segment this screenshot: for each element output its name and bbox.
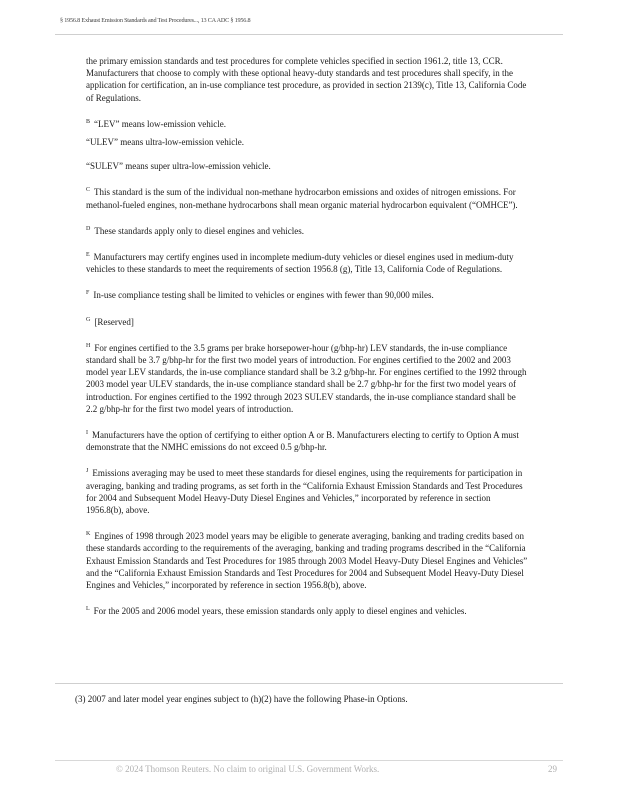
footnote-l	[86, 603, 528, 617]
footnote-i	[86, 427, 528, 453]
footnote-marker: F	[86, 290, 90, 297]
footnote-f	[86, 287, 528, 301]
footnote-marker: G	[86, 316, 91, 323]
footnote-text: These standards apply only to diesel engines and vehicles.	[94, 225, 305, 236]
footnote-c	[86, 184, 528, 210]
footnote-h	[86, 340, 528, 415]
footnote-marker: E	[86, 252, 90, 259]
footnote-marker: D	[86, 225, 91, 232]
footnote-text: For the 2005 and 2006 model years, these emission standards only apply to diesel engines and vehicles.	[93, 606, 467, 617]
footnote-marker: J	[86, 468, 89, 475]
header-divider	[55, 34, 563, 35]
intro-paragraph: the primary emission standards and test procedures for complete vehicles specified in section 1961.2, title 13, CCR. Manufacturers that choose to comply with these optional heavy-duty standards and test procedures shall specify, in the application for certification, an in-use compliance test procedure, as provided in section 2139(c), Title 13, California Code of Regulations.	[86, 56, 527, 103]
footnote-marker: B	[86, 118, 91, 125]
footnote-text: “LEV” means low-emission vehicle.	[94, 118, 226, 129]
footnote-marker: I	[86, 430, 88, 437]
footnote-marker: H	[86, 342, 91, 349]
section-divider	[55, 683, 563, 684]
footer-divider	[55, 760, 563, 761]
document-body	[86, 55, 528, 630]
footnote-text: Manufacturers have the option of certifying to either option A or B. Manufacturers electing to certify to Option A must demonstrate that the NMHC emissions do not exceed 0.5 g/bhp-hr.	[86, 430, 519, 453]
footnote-g	[86, 314, 528, 328]
footnote-marker: L	[86, 606, 90, 613]
footer-copyright: © 2024 Thomson Reuters. No claim to original U.S. Government Works.	[116, 764, 380, 774]
document-header: § 1956.8 Exhaust Emission Standards and Test Procedures..., 13 CA ADC § 1956.8	[60, 17, 251, 24]
ulev-definition: “ULEV” means ultra-low-emission vehicle.	[86, 137, 244, 148]
footnote-marker: K	[86, 531, 91, 538]
footnote-text: Emissions averaging may be used to meet these standards for diesel engines, using the requirements for participation in averaging, banking and trading programs, as set forth in the “California Exhaust Emission Standards and Test Procedures for 2004 and Subsequent Model Heavy-Duty Diesel Engines and Vehicles,” incorporated by reference in section 1956.8(b), above.	[86, 468, 523, 516]
sulev-definition: “SULEV” means super ultra-low-emission vehicle.	[86, 161, 271, 172]
footnote-marker: C	[86, 187, 91, 194]
footnote-text: In-use compliance testing shall be limited to vehicles or engines with fewer than 90,000 miles.	[93, 290, 434, 301]
footnote-text: Engines of 1998 through 2023 model years may be eligible to generate averaging, banking and trading credits based on these standards according to the requirements of the averaging, banking and trading programs described in the “California Exhaust Emission Standards and Test Procedures for 1985 through 2003 Model Heavy-Duty Diesel Engines and Vehicles” and the “California Exhaust Emission Standards and Test Procedures for 2004 and Subsequent Model Heavy-Duty Diesel Engines and Vehicles,” incorporated by reference in section 1956.8(b), above.	[86, 531, 528, 591]
footnote-k	[86, 528, 528, 591]
footnote-e	[86, 249, 528, 275]
subsection-heading: (3) 2007 and later model year engines subject to (h)(2) have the following Phase-in Options.	[75, 694, 408, 704]
page-number: 29	[548, 764, 557, 774]
footnote-text: This standard is the sum of the individual non-methane hydrocarbon emissions and oxides of nitrogen emissions. For methanol-fueled engines, non-methane hydrocarbons shall mean organic material hydrocarbon equivalent (“OMHCE”).	[86, 187, 518, 210]
footnote-text: [Reserved]	[94, 316, 134, 327]
footnote-j	[86, 465, 528, 516]
footnote-b	[86, 116, 528, 130]
footnote-text: For engines certified to the 3.5 grams per brake horsepower-hour (g/bhp-hr) LEV standards, the in-use compliance standard shall be 3.7 g/bhp-hr for the first two model years of introduction. For engines certified to the 2002 and 2003 model year LEV standards, the in-use compliance standard shall be 3.2 g/bhp-hr. For engines certified to the 1992 through 2003 model year ULEV standards, the in-use compliance standard shall be 2.7 g/bhp-hr for the first two model years of introduction. For engines certified to the 1992 through 2023 SULEV standards, the in-use compliance standard shall be 2.2 g/bhp-hr for the first two model years of introduction.	[86, 342, 527, 414]
footnote-d	[86, 223, 528, 237]
footnote-text: Manufacturers may certify engines used in incomplete medium-duty vehicles or diesel engines used in medium-duty vehicles to these standards to meet the requirements of section 1956.8 (g), Title 13, California Code of Regulations.	[86, 252, 514, 275]
